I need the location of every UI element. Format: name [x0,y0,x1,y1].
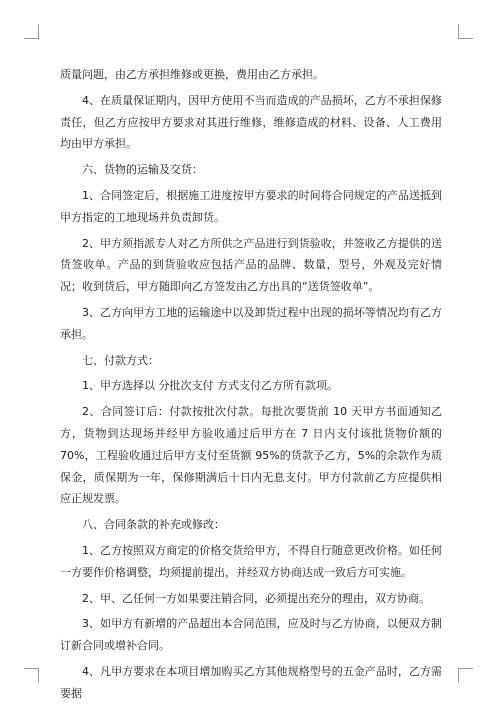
section-heading: 六、货物的运输及交货： [82,163,203,177]
paragraph: 1、甲方选择以 分批次支付 方式支付乙方所有款项。 [82,379,338,393]
crop-mark-bottom-left [24,668,39,683]
paragraph: 4、在质量保证期内，因甲方使用不当而造成的产品损坏，乙方不承担保修责任，但乙方应按甲方要求对其进行维修，维修造成的材料、设备、人工费用均由甲方承担。 [60,93,442,151]
paragraph: 1、合同签定后，根据施工进度按甲方要求的时间将合同规定的产品送抵到甲方指定的工地现场并负责卸货。 [60,188,442,224]
document-body [60,64,442,709]
crop-mark-top-left [24,24,39,39]
paragraph: 4、凡甲方要求在本项目增加购买乙方其他规格型号的五金产品时，乙方需要据 [60,664,442,700]
paragraph: 2、甲方须指派专人对乙方所供之产品进行到货验收，并签收乙方提供的送货签收单。产品的到货验收应包括产品的品牌、数量，型号，外观及完好情况；收到货后，甲方随即向乙方签发由乙方出具的“送货签收单”。 [60,236,442,294]
crop-mark-top-right [458,24,473,39]
paragraph: 3、如甲方有新增的产品超出本合同范围，应及时与乙方协商，以便双方制订新合同或增补合同。 [60,617,442,653]
paragraph: 2、合同签订后：付款按批次付款。每批次要货前 10 天甲方书面通知乙方，货物到达现场并经甲方验收通过后甲方在 7 日内支付该批货物价额的 70%，工程验收通过后甲方支付至货额 95%的货款予乙方，5%的余款作为质保金，质保期为一年，保修期满后十日内无息支付。甲方付款前乙方应提供相应正规发票。 [60,405,442,506]
section-heading: 七、付款方式： [82,353,159,367]
crop-mark-bottom-right [458,668,473,683]
paragraph: 3、乙方向甲方工地的运输途中以及卸货过程中出现的损坏等情况均有乙方承担。 [60,305,442,341]
paragraph: 1、乙方按照双方商定的价格交货给甲方，不得自行随意更改价格。如任何一方要作价格调整，均须提前提出，并经双方协商达成一致后方可实施。 [60,543,442,579]
paragraph: 2、甲、乙任何一方如果要注销合同，必须提出充分的理由，双方协商。 [82,591,430,605]
section-heading: 八、合同条款的补充或修改： [82,518,225,532]
paragraph: 质量问题，由乙方承担维修或更换，费用由乙方承担。 [60,68,324,81]
